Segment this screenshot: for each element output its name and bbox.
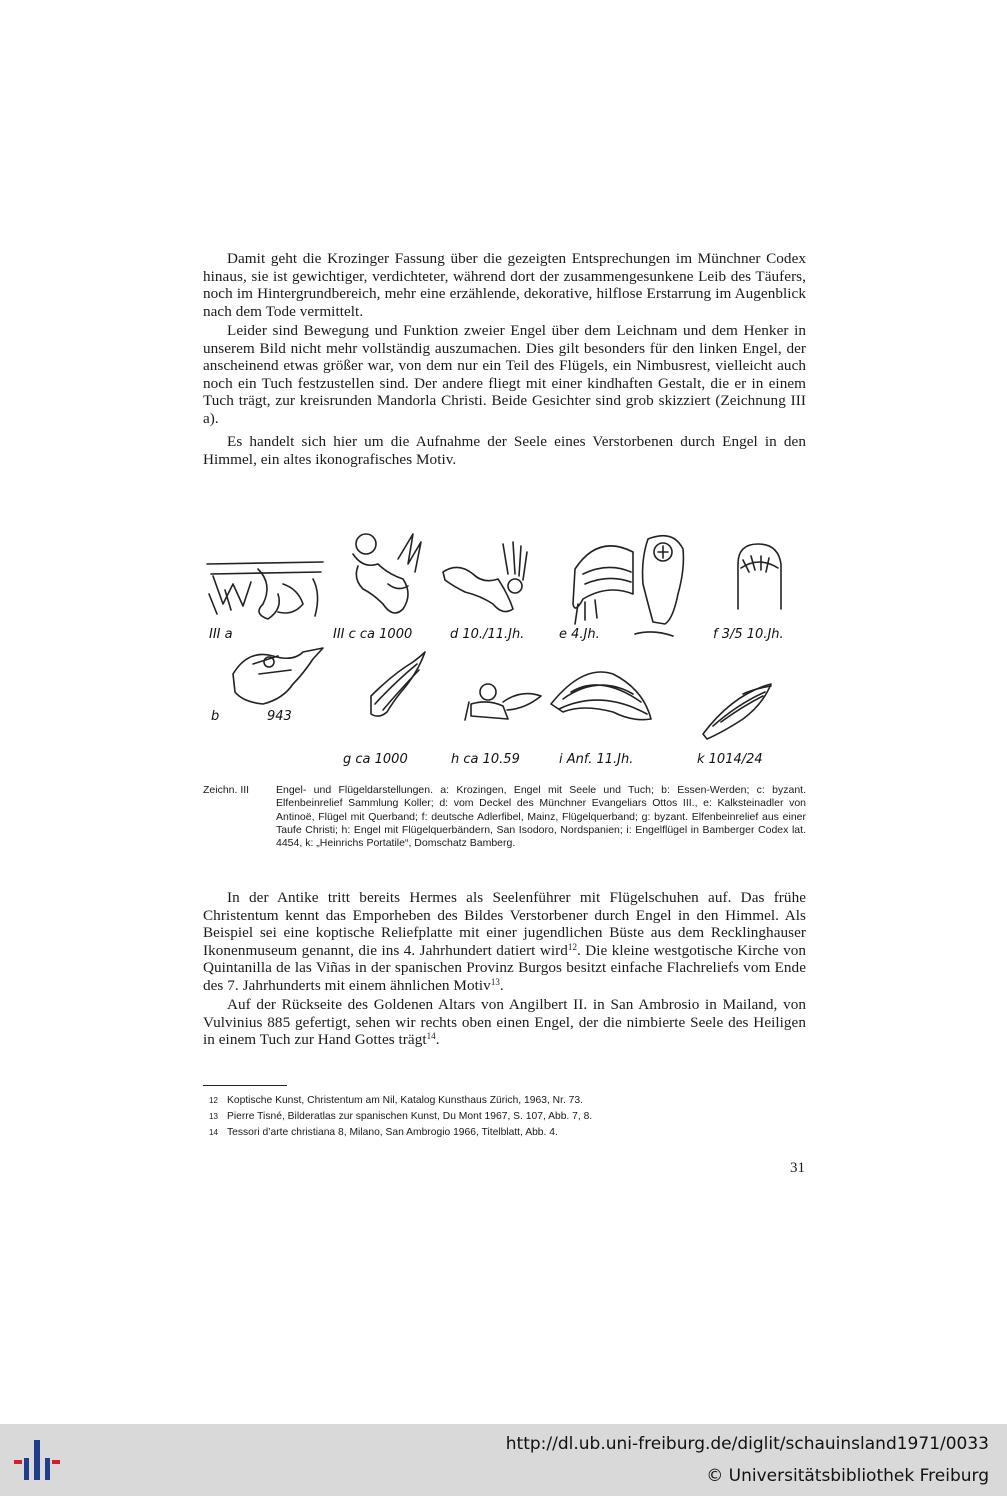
- footnote-13: [209, 1109, 806, 1125]
- footnote-number: 13: [209, 1112, 218, 1121]
- permalink-url[interactable]: http://dl.ub.uni-freiburg.de/diglit/schauinsland1971/0033: [505, 1434, 989, 1454]
- footnote-divider: [203, 1085, 287, 1086]
- paragraph-4: [203, 889, 806, 994]
- paragraph-5-part-1: Auf der Rückseite des Goldenen Altars von Angilbert II. in San Ambrosio in Mailand, von Vulvinius 885 gefertigt, sehen wir rechts oben einen Engel, der die nimbierte Seele des Heiligen in einem Tuch zur Hand Gottes trägt: [203, 996, 806, 1048]
- caption-text: Engel- und Flügeldarstellungen. a: Krozingen, Engel mit Seele und Tuch; b: Essen-Werden; c: byzant. Elfenbeinrelief Sammlung Koller; d: vom Deckel des Münchner Evangeliars Ottos III., e: Kalksteinadler von Antinoë, Flügel mit Querband; f: deutsche Adlerfibel, Mainz, Flügelquerband; g: byzant. Elfenbeinrelief aus einer Taufe Christi; h: Engel mit Flügelquerbändern, San Isodoro, Nordspanien; i: Engelflügel in Bamberger Codex lat. 4454, k: „Heinrichs Portatile“, Domschatz Bamberg.: [276, 784, 806, 850]
- figure-label-i: i Anf. 11.Jh.: [559, 752, 634, 767]
- drawing-f: [738, 544, 781, 609]
- drawing-c: [353, 534, 421, 613]
- footnote-12: [209, 1093, 806, 1109]
- paragraph-4-part-2: . Die kleine westgotische Kirche von Quintanilla de las Viñas in der spanischen Provinz Burgos besitzt einfache Flachreliefs vom Ende des 7. Jahrhunderts mit einem ähnlichen Motiv: [203, 941, 806, 994]
- footnotes: [209, 1093, 806, 1141]
- text-block-top: [203, 250, 806, 468]
- drawing-h: [465, 684, 541, 720]
- ub-freiburg-logo-icon: [12, 1436, 64, 1484]
- footnote-ref-14: 14: [426, 1031, 436, 1041]
- drawing-a: [207, 562, 323, 619]
- paragraph-5-end: .: [435, 1031, 440, 1048]
- figure-label-b: b: [211, 709, 220, 724]
- drawing-b: [233, 648, 323, 704]
- caption-label: Zeichn. III: [203, 784, 250, 796]
- viewer-footer: [0, 1424, 1007, 1496]
- paragraph-2: Leider sind Bewegung und Funktion zweier Engel über dem Leichnam und dem Henker in unserem Bild nicht mehr vollständig auszumachen. Dies gilt besonders für den linken Engel, der anscheinend etwas größer war, von dem nur ein Teil des Flügels, ein Nimbusrest, vielleicht auch noch ein Tuch festzustellen sind. Der andere fliegt mit einer kindhaften Gestalt, die er in einem Tuch trägt, zur kreisrunden Mandorla Christi. Beide Gesichter sind grob skizziert (Zeichnung III a).: [203, 322, 806, 427]
- figure-label-c: III c ca 1000: [333, 627, 413, 642]
- figure-label-g: g ca 1000: [343, 752, 408, 767]
- paragraph-1: Damit geht die Krozinger Fassung über die gezeigten Entsprechungen im Münchner Codex hinaus, sie ist gewichtiger, verdichteter, während dort der zusammengesunkene Leib des Täufers, noch im Hintergrundbereich, mehr eine erzählende, dekorative, hilflose Erstarrung im Augenblick nach dem Tode vermittelt.: [203, 250, 806, 320]
- angel-wing-drawings-figure: [203, 524, 806, 780]
- figure-caption: [203, 784, 806, 850]
- footnote-number: 14: [209, 1128, 218, 1137]
- sketch-drawings: [203, 524, 806, 780]
- copyright-notice: © Universitätsbibliothek Freiburg: [706, 1466, 989, 1486]
- drawing-k: [703, 684, 771, 739]
- footnote-number: 12: [209, 1096, 218, 1105]
- footnote-text: Koptische Kunst, Christentum am Nil, Katalog Kunsthaus Zürich, 1963, Nr. 73.: [227, 1095, 583, 1106]
- paragraph-4-end: .: [499, 976, 504, 994]
- figure-label-e: e 4.Jh.: [559, 627, 600, 642]
- drawing-g: [371, 652, 425, 716]
- text-block-bottom: [203, 889, 806, 1049]
- paragraph-4-part-1: In der Antike tritt bereits Hermes als Seelenführer mit Flügelschuhen auf. Das frühe Christentum kennt das Emporheben des Bildes Verstorbener durch Engel in den Himmel. Als Beispiel sei eine koptische Reliefplatte mit einer jugendlichen Büste aus dem Recklinghauser Ikonenmuseum genannt, die ins 4. Jahrhundert datiert wird: [203, 889, 806, 959]
- figure-label-b-year: 943: [267, 709, 292, 724]
- page-number: 31: [790, 1160, 805, 1176]
- figure-label-k: k 1014/24: [697, 752, 763, 767]
- figure-label-h: h ca 10.59: [451, 752, 520, 767]
- footnote-text: Tessori d’arte christiana 8, Milano, San Ambrogio 1966, Titelblatt, Abb. 4.: [227, 1127, 558, 1138]
- figure-label-a: III a: [209, 627, 233, 642]
- figure-label-d: d 10./11.Jh.: [450, 627, 525, 642]
- footnote-ref-13: 13: [490, 976, 500, 987]
- footnote-text: Pierre Tisné, Bilderatlas zur spanischen Kunst, Du Mont 1967, S. 107, Abb. 7, 8.: [227, 1111, 593, 1122]
- drawing-i: [551, 672, 651, 720]
- drawing-d: [443, 542, 527, 612]
- footnote-14: [209, 1125, 806, 1141]
- drawing-e: [573, 536, 683, 636]
- paragraph-5: [203, 996, 806, 1049]
- footnote-ref-12: 12: [567, 941, 577, 952]
- paragraph-3: Es handelt sich hier um die Aufnahme der Seele eines Verstorbenen durch Engel in den Himmel, ein altes ikonografisches Motiv.: [203, 433, 806, 468]
- figure-label-f: f 3/5 10.Jh.: [713, 627, 784, 642]
